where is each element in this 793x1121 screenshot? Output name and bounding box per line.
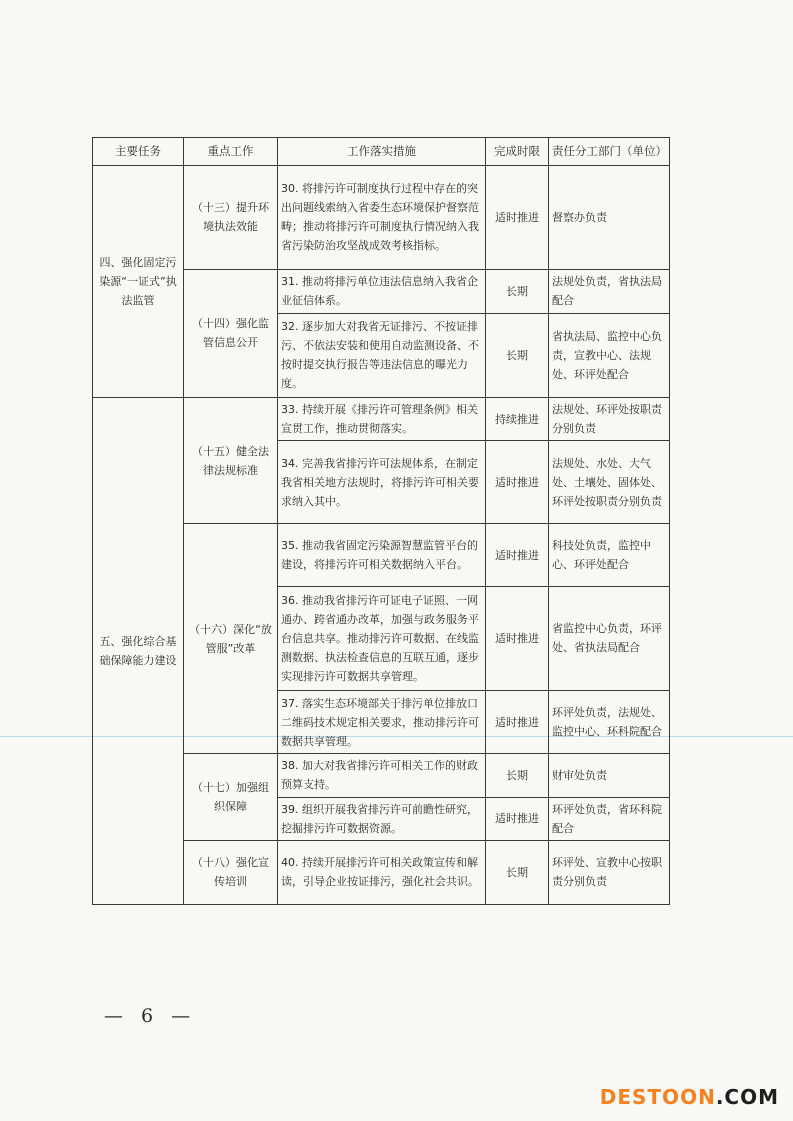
- measure-cell: 39. 组织开展我省排污许可前瞻性研究，挖掘排污许可数据资源。: [278, 797, 486, 840]
- dept-cell: 财审处负责: [549, 754, 670, 797]
- dept-cell: 督察办负责: [549, 166, 670, 269]
- dept-cell: 环评处负责，法规处、监控中心、环科院配合: [549, 691, 670, 754]
- deadline-cell: 适时推进: [486, 797, 549, 840]
- dept-cell: 法规处、水处、大气处、土壤处、固体处、环评处按职责分别负责: [549, 441, 670, 524]
- measure-cell: 31. 推动将排污单位违法信息纳入我省企业征信体系。: [278, 269, 486, 313]
- header-key-work: 重点工作: [184, 138, 278, 166]
- measure-cell: 34. 完善我省排污许可法规体系，在制定我省相关地方法规时，将排污许可相关要求纳入其中。: [278, 441, 486, 524]
- key-work-cell: （十五）健全法律法规标准: [184, 398, 278, 524]
- measure-cell: 36. 推动我省排污许可证电子证照、一网通办、跨省通办改革，加强与政务服务平台信息共享。推动排污许可数据、在线监测数据、执法检查信息的互联互通，逐步实现排污许可数据共享管理。: [278, 586, 486, 690]
- work-task-table: [92, 137, 670, 905]
- key-work-cell: （十三）提升环境执法效能: [184, 166, 278, 269]
- header-measures: 工作落实措施: [278, 138, 486, 166]
- key-work-cell: （十八）强化宣传培训: [184, 840, 278, 904]
- dept-cell: 科技处负责，监控中心、环评处配合: [549, 524, 670, 586]
- deadline-cell: 适时推进: [486, 586, 549, 690]
- measure-cell: 38. 加大对我省排污许可相关工作的财政预算支持。: [278, 754, 486, 797]
- deadline-cell: 适时推进: [486, 691, 549, 754]
- header-deadline: 完成时限: [486, 138, 549, 166]
- dept-cell: 环评处负责，省环科院配合: [549, 797, 670, 840]
- dept-cell: 法规处负责，省执法局配合: [549, 269, 670, 313]
- page-number: — 6 —: [104, 1005, 197, 1027]
- watermark-suffix-text: .COM: [715, 1085, 779, 1109]
- header-main-task: 主要任务: [93, 138, 184, 166]
- deadline-cell: 适时推进: [486, 524, 549, 586]
- main-task-cell: 五、强化综合基础保障能力建设: [93, 398, 184, 905]
- main-task-cell: 四、强化固定污染源“一证式”执法监管: [93, 166, 184, 398]
- deadline-cell: 长期: [486, 313, 549, 397]
- header-responsible-dept: 责任分工部门（单位）: [549, 138, 670, 166]
- deadline-cell: 长期: [486, 269, 549, 313]
- key-work-cell: （十六）深化“放管服”改革: [184, 524, 278, 754]
- measure-cell: 35. 推动我省固定污染源智慧监管平台的建设，将排污许可相关数据纳入平台。: [278, 524, 486, 586]
- measure-cell: 32. 逐步加大对我省无证排污、不按证排污、不依法安装和使用自动监测设备、不按时提交执行报告等违法信息的曝光力度。: [278, 313, 486, 397]
- watermark-logo: [600, 1085, 779, 1109]
- table-row: [93, 398, 670, 441]
- measure-cell: 30. 将排污许可制度执行过程中存在的突出问题线索纳入省委生态环境保护督察范畴；推动将排污许可制度执行情况纳入我省污染防治攻坚战成效考核指标。: [278, 166, 486, 269]
- key-work-cell: （十七）加强组织保障: [184, 754, 278, 840]
- deadline-cell: 长期: [486, 840, 549, 904]
- deadline-cell: 适时推进: [486, 441, 549, 524]
- deadline-cell: 持续推进: [486, 398, 549, 441]
- measure-cell: 37. 落实生态环境部关于排污单位排放口二维码技术规定相关要求，推动排污许可数据共享管理。: [278, 691, 486, 754]
- table-header-row: [93, 138, 670, 166]
- dept-cell: 环评处、宣教中心按职责分别负责: [549, 840, 670, 904]
- deadline-cell: 长期: [486, 754, 549, 797]
- dept-cell: 法规处、环评处按职责分别负责: [549, 398, 670, 441]
- table-row: [93, 166, 670, 269]
- measure-cell: 40. 持续开展排污许可相关政策宣传和解读，引导企业按证排污，强化社会共识。: [278, 840, 486, 904]
- dept-cell: 省执法局、监控中心负责，宣教中心、法规处、环评处配合: [549, 313, 670, 397]
- measure-cell: 33. 持续开展《排污许可管理条例》相关宣贯工作，推动贯彻落实。: [278, 398, 486, 441]
- deadline-cell: 适时推进: [486, 166, 549, 269]
- key-work-cell: （十四）强化监管信息公开: [184, 269, 278, 398]
- dept-cell: 省监控中心负责，环评处、省执法局配合: [549, 586, 670, 690]
- watermark-main-text: DESTOON: [599, 1085, 716, 1109]
